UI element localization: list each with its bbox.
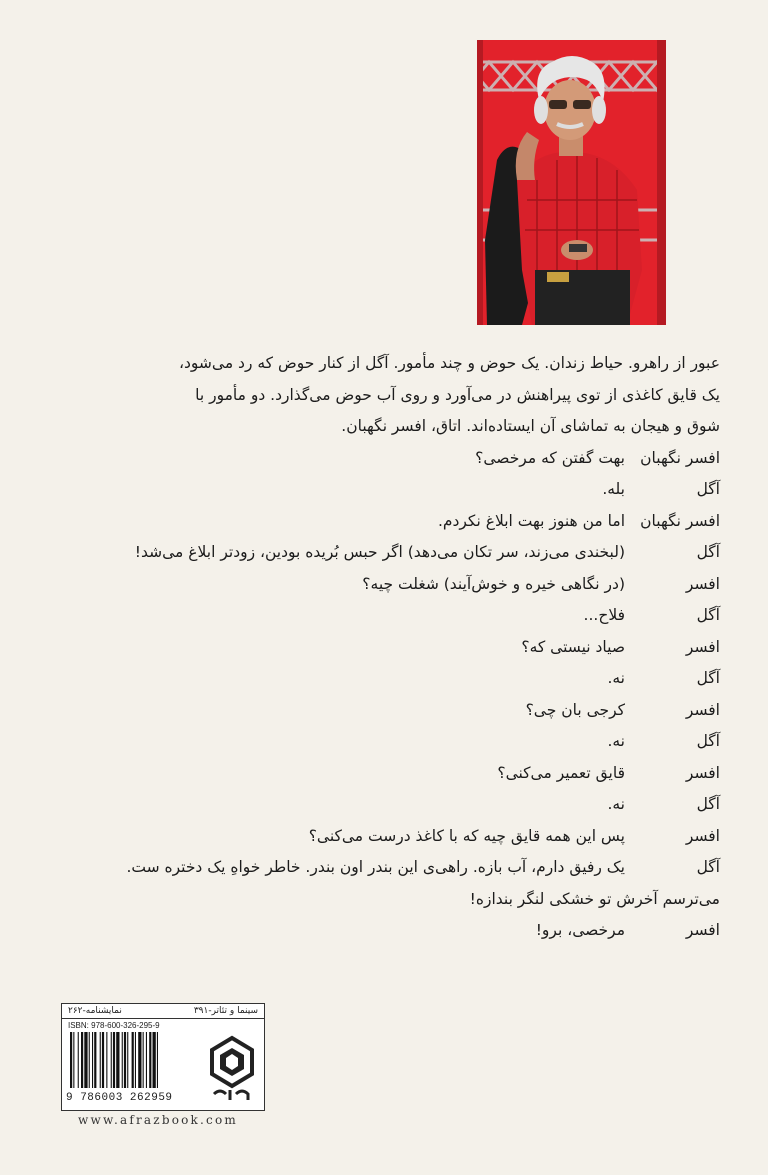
speaker: آگل <box>696 858 720 876</box>
speech: اما من هنوز بهت ابلاغ نکردم. <box>437 511 625 530</box>
speaker: افسر <box>685 826 720 845</box>
speaker: افسر نگهبان <box>640 511 720 530</box>
speech: (در نگاهی خیره و خوش‌آیند) شغلت چیه؟ <box>362 574 625 593</box>
speech: یک رفیق دارم، آب بازه. راهی‌ی این بندر اون بندر. خاطر خواهِ یک دختره ست. <box>126 858 625 876</box>
barcode-digits: 9 786003 262959 <box>66 1092 173 1104</box>
speaker: افسر نگهبان <box>640 448 720 467</box>
speaker: افسر <box>685 637 720 656</box>
dialogue-line <box>60 915 720 947</box>
speaker: افسر <box>685 763 720 782</box>
dialogue-line <box>60 758 720 790</box>
speech: کرجی بان چی؟ <box>525 700 625 719</box>
series-row <box>62 1004 264 1019</box>
author-photo-icon <box>477 40 666 325</box>
dialogue-continuation: می‌ترسم آخرش تو خشکی لنگر بندازه! <box>469 889 720 908</box>
dialogue-line <box>60 600 720 632</box>
speaker: افسر <box>685 921 720 939</box>
stage-direction <box>60 348 720 443</box>
barcode-icon <box>70 1032 206 1090</box>
afraz-logo-icon <box>206 1034 258 1104</box>
speaker: افسر <box>685 700 720 719</box>
speech: فلاح... <box>583 606 625 624</box>
play-number: نمایشنامه-۲۶۲ <box>68 1006 122 1016</box>
speech: قایق تعمیر می‌کنی؟ <box>497 763 625 782</box>
dialogue-line <box>60 821 720 853</box>
speaker: آگل <box>696 732 720 750</box>
dialogue-line <box>60 852 720 884</box>
speech: نه. <box>607 795 625 813</box>
author-photo <box>477 40 666 325</box>
speaker: آگل <box>696 480 720 498</box>
dialogue-line <box>60 632 720 664</box>
dialogue-line <box>60 537 720 569</box>
dialogue-line <box>60 474 720 506</box>
intro-line: شوق و هیجان به تماشای آن ایستاده‌اند. اتاق، افسر نگهبان. <box>341 417 720 435</box>
dialogue-line <box>60 443 720 475</box>
isbn: ISBN: 978-600-326-295-9 <box>68 1021 160 1030</box>
dialogue-line <box>60 726 720 758</box>
speech: مرخصی، برو! <box>535 921 625 939</box>
speech: نه. <box>607 669 625 687</box>
intro-line: عبور از راهرو. حیاط زندان. یک حوض و چند مأمور. آگل از کنار حوض که رد می‌شود، <box>179 354 720 372</box>
dialogue-line <box>60 695 720 727</box>
speech: پس این همه قایق چیه که با کاغذ درست می‌کنی؟ <box>308 826 625 845</box>
speech: نه. <box>607 732 625 750</box>
speaker: آگل <box>696 795 720 813</box>
speech: (لبخندی می‌زند، سر تکان می‌دهد) اگر حبس بُریده بودین، زودتر ابلاغ می‌شد! <box>134 543 625 561</box>
speaker: آگل <box>696 543 720 561</box>
dialogue-line <box>60 663 720 695</box>
speaker: آگل <box>696 669 720 687</box>
intro-line: یک قایق کاغذی از توی پیراهنش در می‌آورد و روی آب حوض می‌گذارد. دو مأمور با <box>195 385 720 404</box>
play-excerpt <box>60 348 720 947</box>
speech: بله. <box>602 480 625 498</box>
speaker: افسر <box>685 574 720 593</box>
barcode-box <box>61 1003 265 1111</box>
series-label: سینما و تئاتر-۳۹۱ <box>193 1006 258 1016</box>
speech: صیاد نیستی که؟ <box>521 637 625 656</box>
speech: بهت گفتن که مرخصی؟ <box>475 448 625 467</box>
publisher-website: www.afrazbook.com <box>78 1113 238 1127</box>
dialogue-line <box>60 506 720 538</box>
dialogue-line <box>60 789 720 821</box>
dialogue-line <box>60 569 720 601</box>
speaker: آگل <box>696 606 720 624</box>
